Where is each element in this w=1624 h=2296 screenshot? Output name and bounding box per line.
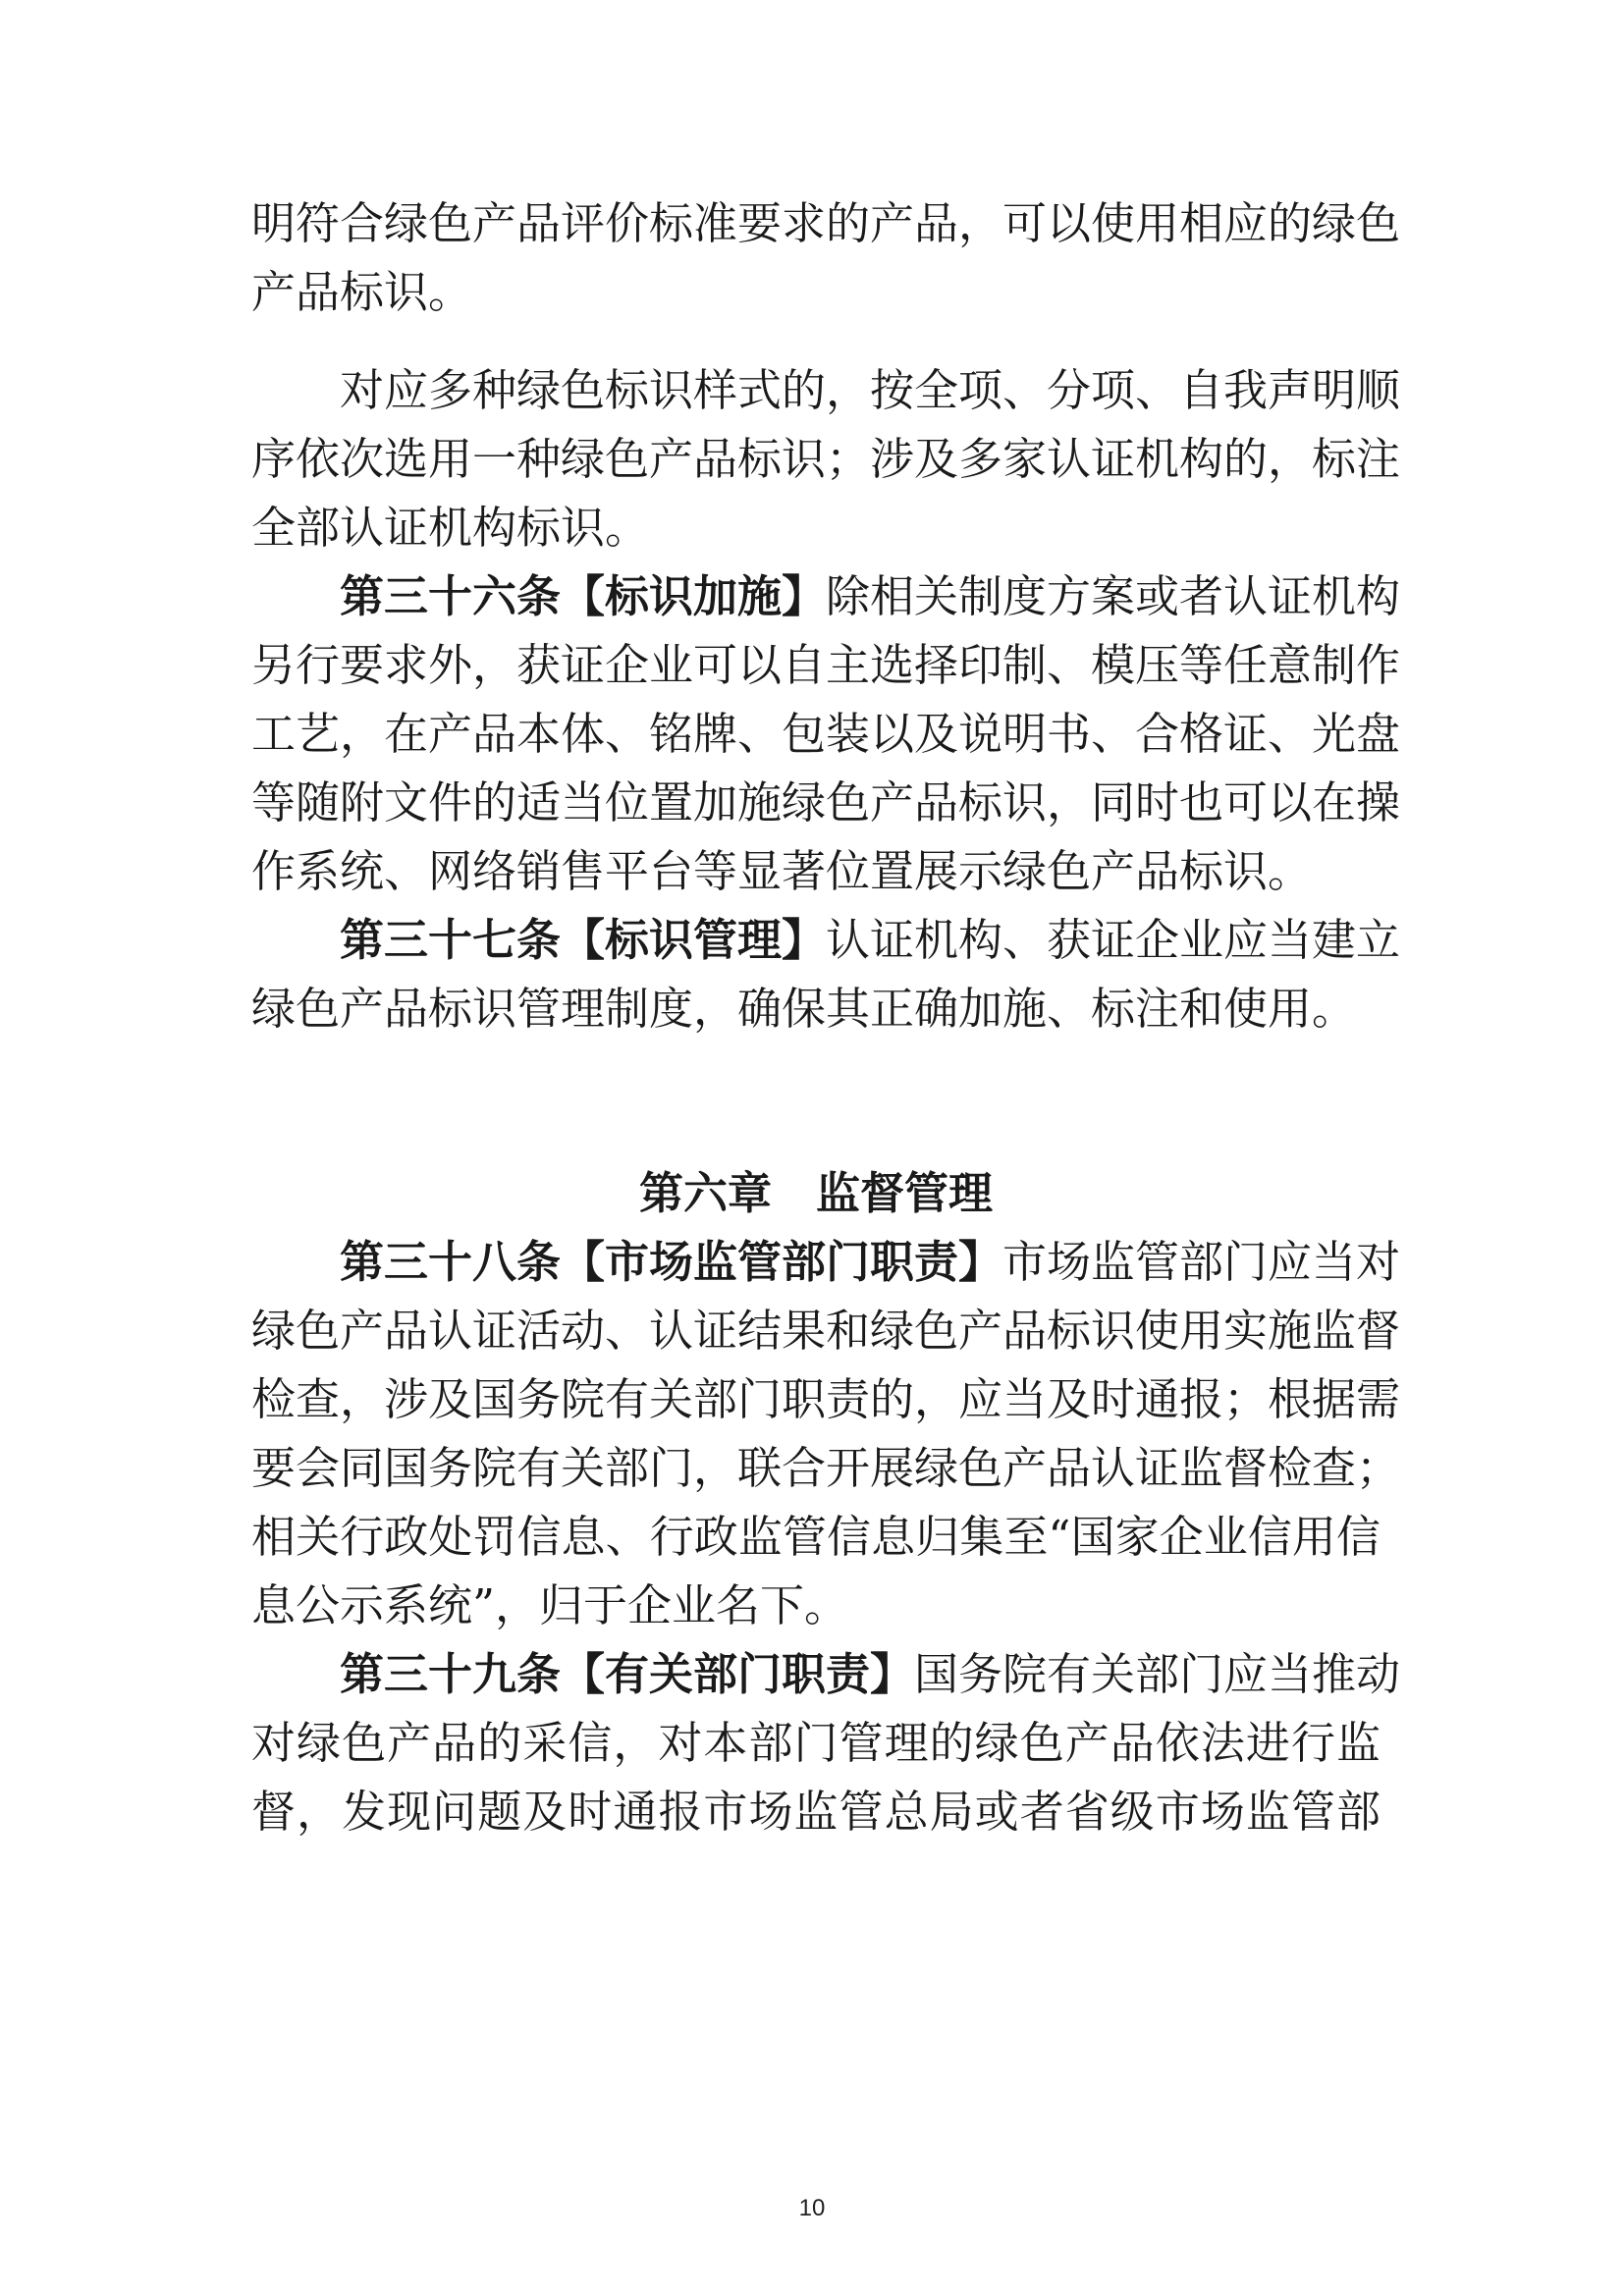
text-fragment: 认证机构、获证企业应当建立 <box>826 914 1401 966</box>
text-line: 等随附文件的适当位置加施绿色产品标识，同时也可以在操 <box>251 776 1401 828</box>
chapter-title: 第六章 监督管理 <box>638 1167 993 1219</box>
page-number: 10 <box>798 2195 826 2221</box>
article-37-heading: 第三十七条【标识管理】 <box>340 914 827 966</box>
text-line: 序依次选用一种绿色产品标识；涉及多家认证机构的，标注 <box>251 433 1401 485</box>
text-line: 作系统、网络销售平台等显著位置展示绿色产品标识。 <box>251 845 1313 897</box>
text-line: 工艺，在产品本体、铭牌、包装以及说明书、合格证、光盘 <box>251 708 1401 760</box>
text-fragment: 除相关制度方案或者认证机构 <box>826 570 1401 622</box>
text-line: 相关行政处罚信息、行政监管信息归集至“国家企业信用信 <box>251 1511 1380 1563</box>
text-line: 对应多种绿色标识样式的，按全项、分项、自我声明顺 <box>340 364 1401 416</box>
text-line: 检查，涉及国务院有关部门职责的，应当及时通报；根据需 <box>251 1373 1401 1425</box>
text-line: 督，发现问题及时通报市场监管总局或者省级市场监管部 <box>251 1786 1380 1838</box>
text-line: 绿色产品标识管理制度，确保其正确加施、标注和使用。 <box>251 983 1357 1035</box>
article-38-first-line <box>251 1231 1401 1294</box>
article-36-heading: 第三十六条【标识加施】 <box>340 570 827 622</box>
text-line: 产品标识。 <box>251 266 473 318</box>
text-line: 明符合绿色产品评价标准要求的产品，可以使用相应的绿色 <box>251 197 1401 249</box>
text-line: 息公示系统”，归于企业名下。 <box>251 1579 849 1631</box>
article-38-heading: 第三十八条【市场监管部门职责】 <box>340 1236 1003 1288</box>
text-line: 绿色产品认证活动、认证结果和绿色产品标识使用实施监督 <box>251 1305 1401 1357</box>
article-36-first-line <box>251 565 1401 628</box>
text-line: 另行要求外，获证企业可以自主选择印制、模压等任意制作 <box>251 639 1401 691</box>
document-body <box>251 192 1401 1843</box>
article-39-heading: 第三十九条【有关部门职责】 <box>340 1648 915 1700</box>
text-line: 全部认证机构标识。 <box>251 502 650 554</box>
text-fragment: 市场监管部门应当对 <box>1002 1236 1401 1288</box>
text-fragment: 国务院有关部门应当推动 <box>914 1648 1401 1700</box>
text-line: 对绿色产品的采信，对本部门管理的绿色产品依法进行监 <box>251 1717 1380 1769</box>
article-39-first-line <box>251 1643 1401 1706</box>
article-37-first-line <box>251 909 1401 972</box>
text-line: 要会同国务院有关部门，联合开展绿色产品认证监督检查； <box>251 1442 1401 1494</box>
